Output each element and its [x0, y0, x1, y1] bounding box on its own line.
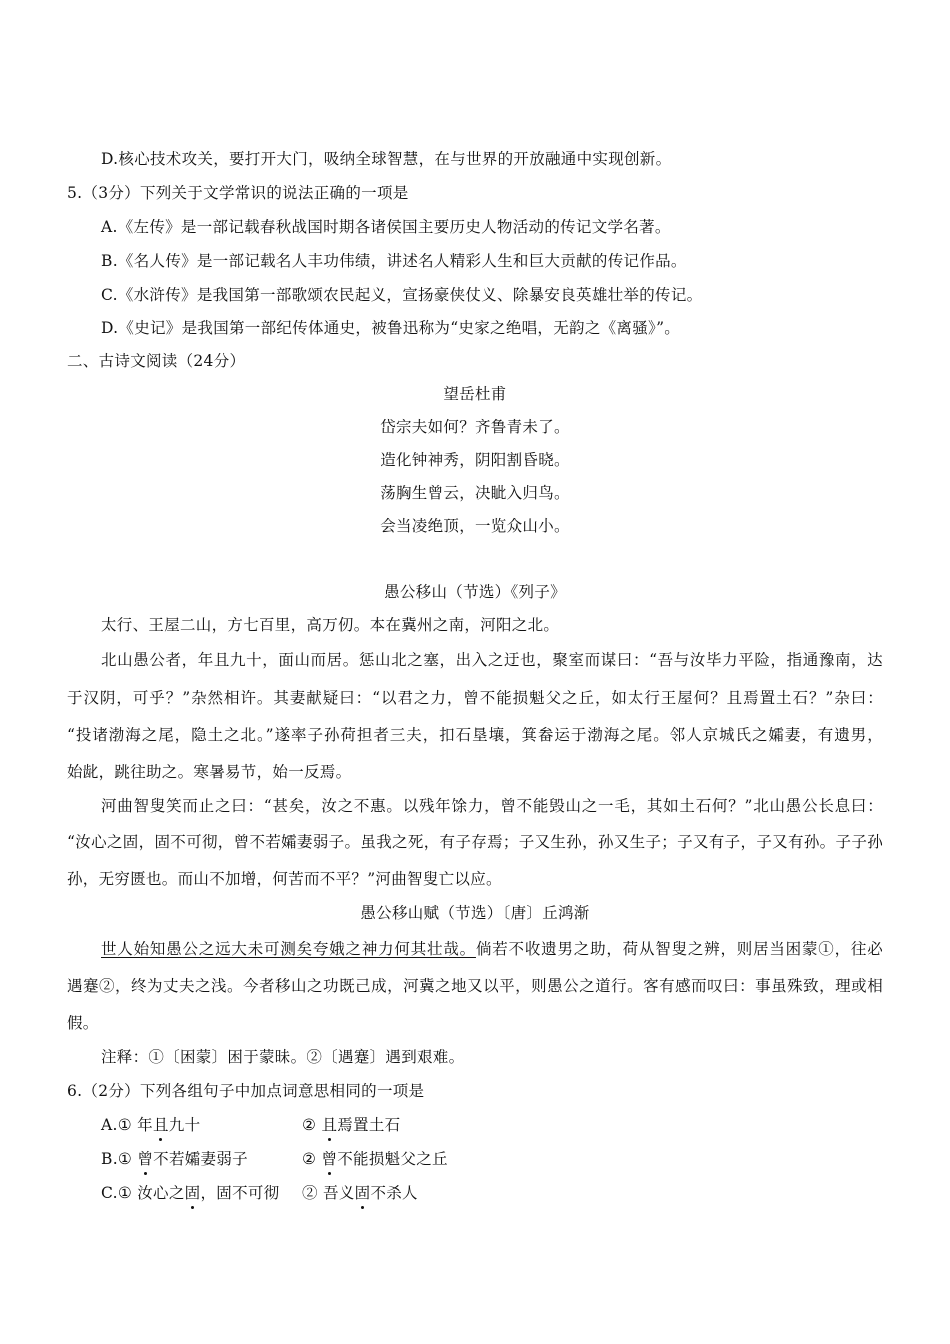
q5-option-c: C.《水浒传》是我国第一部歌颂农民起义，宣扬豪侠仗义、除暴安良英雄壮举的传记。 [101, 286, 703, 304]
passage2-line: 假。 [67, 1014, 99, 1032]
passage1-paragraph-line: “汝心之固，固不可彻，曾不若孀妻弱子。虽我之死，有子存焉；子又生孙，孙又生子；子又有子，子又有孙。子子孙 [67, 833, 883, 851]
annotation-note: 注释：①〔困蒙〕困于蒙昧。②〔遇蹇〕遇到艰难。 [101, 1048, 465, 1066]
emphasis-dot-char: 曾 [137, 1150, 154, 1168]
passage1-title: 愚公移山（节选）《列子》 [384, 583, 566, 601]
section-heading: 二、古诗文阅读（24分） [67, 352, 246, 370]
passage2-title: 愚公移山赋（节选）〔唐〕丘鸿渐 [360, 904, 590, 922]
passage1-paragraph-line: 始龀，跳往助之。寒暑易节，始一反焉。 [67, 763, 352, 781]
q5-option-a: A.《左传》是一部记载春秋战国时期各诸侯国主要历史人物活动的传记文学名著。 [101, 218, 671, 236]
passage1-paragraph-line: 孙，无穷匮也。而山不加增，何苦而不平？”河曲智叟亡以应。 [67, 870, 502, 888]
emphasis-dot-char: 固 [354, 1184, 371, 1202]
passage2-line [101, 939, 883, 959]
q5-stem: 5.（3分）下列关于文学常识的说法正确的一项是 [67, 184, 409, 202]
passage1-paragraph-line: 北山愚公者，年且九十，面山而居。惩山北之塞，出入之迂也，聚室而谋曰：“吾与汝毕力平险，指通豫南，达 [101, 651, 883, 669]
poem-line: 造化钟神秀，阴阳割昏晓。 [380, 451, 570, 469]
emphasis-dot-char: 固 [184, 1184, 201, 1202]
q6-option-b-2: ② 曾不能损魁父之丘 [302, 1150, 448, 1168]
q5-option-d: D.《史记》是我国第一部纪传体通史，被鲁迅称为“史家之绝唱，无韵之《离骚》”。 [101, 319, 681, 337]
passage1-paragraph-line: “投诸渤海之尾，隐土之北。”遂率子孙荷担者三夫，扣石垦壤，箕畚运于渤海之尾。邻人京城氏之孀妻，有遗男， [67, 726, 883, 744]
emphasis-dot-char: 曾 [321, 1150, 338, 1168]
poem-title: 望岳杜甫 [443, 385, 507, 403]
passage1-paragraph-line: 河曲智叟笑而止之曰：“甚矣，汝之不惠。以残年馀力，曾不能毁山之一毛，其如土石何？”北山愚公长息曰： [101, 797, 883, 815]
q6-option-c-1: C.① 汝心之固，固不可彻 [101, 1184, 280, 1202]
passage1-paragraph-line: 于汉阴，可乎？”杂然相许。其妻献疑曰：“以君之力，曾不能损魁父之丘，如太行王屋何？且焉置土石？”杂曰： [67, 689, 883, 707]
underlined-sentence: 世人始知愚公之远大未可测矣夸娥之神力何其壮哉。 [101, 940, 476, 958]
q6-option-a-1: A.① 年且九十 [101, 1116, 201, 1134]
q6-option-c-2: ② 吾义固不杀人 [302, 1184, 418, 1202]
q5-option-b: B.《名人传》是一部记载名人丰功伟绩，讲述名人精彩人生和巨大贡献的传记作品。 [101, 252, 687, 270]
poem-line: 会当凌绝顶，一览众山小。 [380, 517, 570, 535]
q4-option-d: D.核心技术攻关，要打开大门，吸纳全球智慧，在与世界的开放融通中实现创新。 [101, 150, 672, 168]
poem-line: 岱宗夫如何？齐鲁青未了。 [380, 418, 570, 436]
poem-line: 荡胸生曾云，决眦入归鸟。 [380, 484, 570, 502]
emphasis-dot-char: 且 [152, 1116, 169, 1134]
passage1-paragraph: 太行、王屋二山，方七百里，高万仞。本在冀州之南，河阳之北。 [101, 616, 560, 634]
passage2-text: 倘若不收遗男之助，荷从智叟之辨，则居当困蒙①，往必 [475, 940, 883, 958]
emphasis-dot-char: 且 [321, 1116, 338, 1134]
q6-option-a-2: ② 且焉置土石 [302, 1116, 401, 1134]
q6-stem: 6.（2分）下列各组句子中加点词意思相同的一项是 [67, 1082, 425, 1100]
q6-option-b-1: B.① 曾不若孀妻弱子 [101, 1150, 248, 1168]
passage2-line: 遇蹇②，终为丈夫之浅。今者移山之功既己成，河冀之地又以平，则愚公之道行。客有感而叹曰：事虽殊致，理或相 [67, 977, 883, 995]
